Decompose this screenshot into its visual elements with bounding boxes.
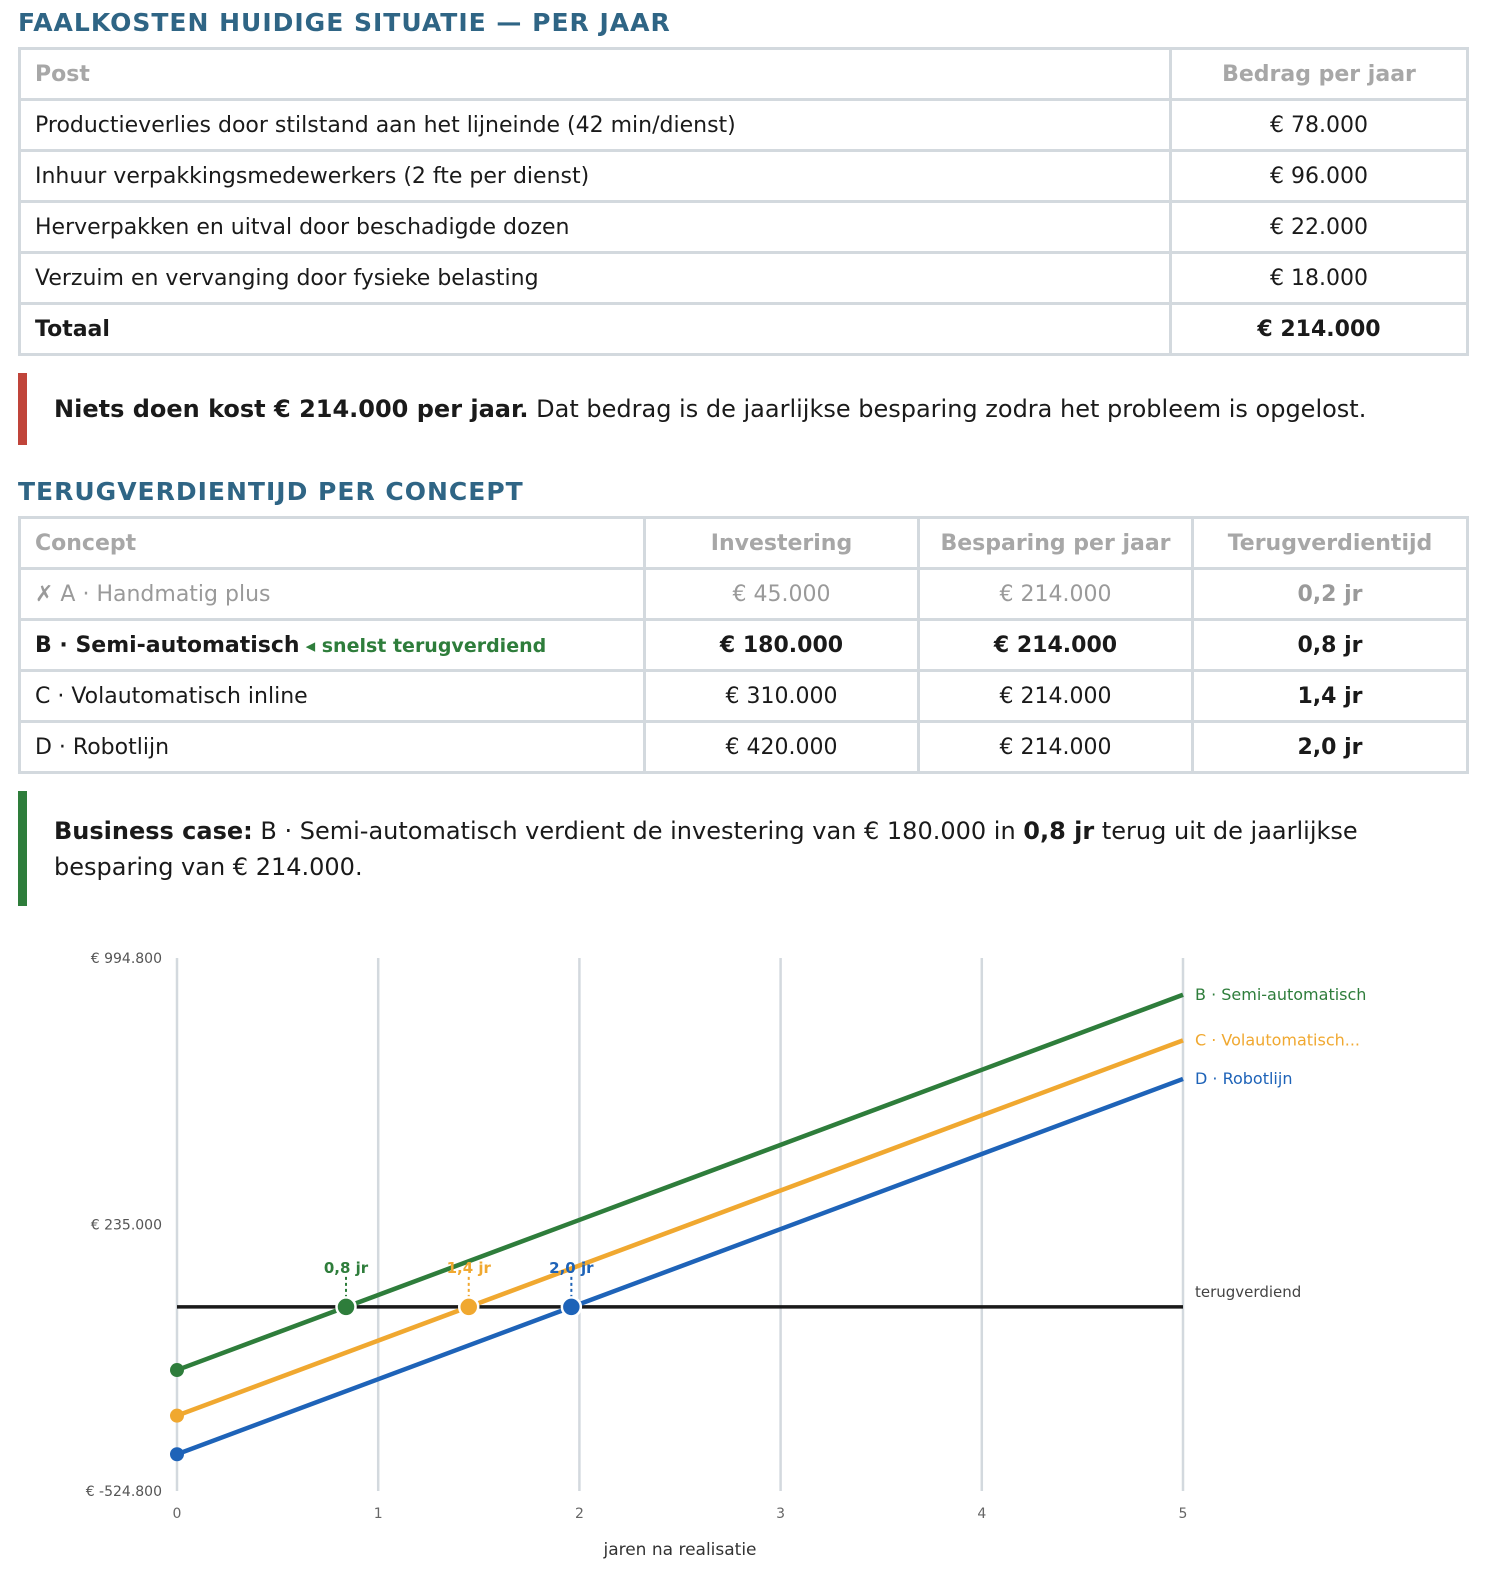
column-header-investering: Investering [645,518,919,569]
breakeven-point [562,1297,581,1316]
table-row-rejected [20,569,1468,620]
table-header-row [20,518,1468,569]
callout-accent-bar [18,373,27,445]
series-start-point [170,1447,184,1461]
callout-bold-value: 0,8 jr [1023,817,1095,845]
cell-besparing: € 214.000 [919,722,1193,773]
breakeven-value-label: 2,0 jr [549,1258,594,1277]
callout-text: Dat bedrag is de jaarlijkse besparing zodra het probleem is opgelost. [528,395,1367,423]
total-bedrag: € 214.000 [1171,304,1468,355]
table-row [20,202,1468,253]
x-tick-label: 5 [1178,1506,1188,1522]
business-case-callout [18,791,1466,906]
column-header-concept: Concept [20,518,645,569]
column-header-terugverdientijd: Terugverdientijd [1193,518,1468,569]
cell-post: Verzuim en vervanging door fysieke belasting [20,253,1171,304]
table-row [20,253,1468,304]
cell-bedrag: € 22.000 [1171,202,1468,253]
callout-bold-text: Niets doen kost € 214.000 per jaar. [54,395,529,423]
breakeven-value-label: 0,8 jr [323,1258,369,1277]
cell-bedrag: € 96.000 [1171,151,1468,202]
column-header-post: Post [20,49,1171,100]
x-tick-label: 2 [574,1506,584,1522]
series-line [177,995,1183,1370]
cell-besparing: € 214.000 [919,569,1193,620]
series-start-point [170,1409,184,1423]
series-line [177,1040,1183,1415]
fastest-tag: ◂ snelst terugverdiend [305,634,547,657]
breakeven-value-label: 1,4 jr [446,1258,491,1277]
cell-tijd: 0,2 jr [1193,569,1468,620]
cell-concept: C · Volautomatisch inline [20,671,645,722]
column-header-bedrag: Bedrag per jaar [1171,49,1468,100]
y-tick-label: € -524.800 [85,1484,162,1500]
table-row [20,722,1468,773]
faalkosten-table [18,47,1469,356]
table-row [20,151,1468,202]
niets-doen-callout [18,373,1466,445]
callout-accent-bar [18,791,27,906]
x-tick-label: 3 [776,1506,786,1522]
x-axis-label: jaren na realisatie [603,1540,757,1560]
series-label: B · Semi-automatisch [1195,984,1367,1004]
terugverdientijd-title: TERUGVERDIENTIJD PER CONCEPT [18,477,524,506]
total-label: Totaal [20,304,1171,355]
cell-investering: € 45.000 [645,569,919,620]
table-total-row [20,304,1468,355]
table-row [20,100,1468,151]
callout-bold-label: Business case: [54,817,253,845]
series-label: C · Volautomatisch... [1195,1030,1361,1050]
table-row-highlight [20,620,1468,671]
x-tick-label: 1 [373,1506,383,1522]
terugverdientijd-table [18,516,1469,774]
cell-investering: € 420.000 [645,722,919,773]
faalkosten-title: FAALKOSTEN HUIDIGE SITUATIE — PER JAAR [18,8,671,37]
cell-concept: D · Robotlijn [20,722,645,773]
breakeven-point [459,1297,478,1316]
cell-besparing: € 214.000 [919,620,1193,671]
cell-concept: ✗ A · Handmatig plus [20,569,645,620]
column-header-besparing: Besparing per jaar [919,518,1193,569]
y-tick-label: € 235.000 [90,1217,162,1234]
series-start-point [170,1363,184,1377]
y-tick-label: € 994.800 [90,951,162,967]
cell-bedrag: € 78.000 [1171,100,1468,151]
cell-post: Productieverlies door stilstand aan het lijneinde (42 min/dienst) [20,100,1171,151]
cell-tijd: 2,0 jr [1193,722,1468,773]
payback-chart [0,940,1500,1580]
cell-tijd: 0,8 jr [1193,620,1468,671]
concept-name: B · Semi-automatisch [35,632,300,658]
cell-concept [20,620,645,671]
breakeven-label: terugverdiend [1195,1282,1302,1301]
cell-investering: € 310.000 [645,671,919,722]
callout-text-2: terug uit de jaarlijkse besparing van € 214.000. [54,817,1358,881]
callout-text-1: B · Semi-automatisch verdient de investering van € 180.000 in [252,817,1024,845]
breakeven-point [337,1297,356,1316]
cell-bedrag: € 18.000 [1171,253,1468,304]
cell-besparing: € 214.000 [919,671,1193,722]
table-header-row [20,49,1468,100]
cell-post: Inhuur verpakkingsmedewerkers (2 fte per dienst) [20,151,1171,202]
x-tick-label: 0 [172,1506,182,1522]
cell-post: Herverpakken en uitval door beschadigde dozen [20,202,1171,253]
cell-investering: € 180.000 [645,620,919,671]
table-row [20,671,1468,722]
series-label: D · Robotlijn [1195,1068,1293,1088]
cell-tijd: 1,4 jr [1193,671,1468,722]
x-tick-label: 4 [977,1506,987,1522]
